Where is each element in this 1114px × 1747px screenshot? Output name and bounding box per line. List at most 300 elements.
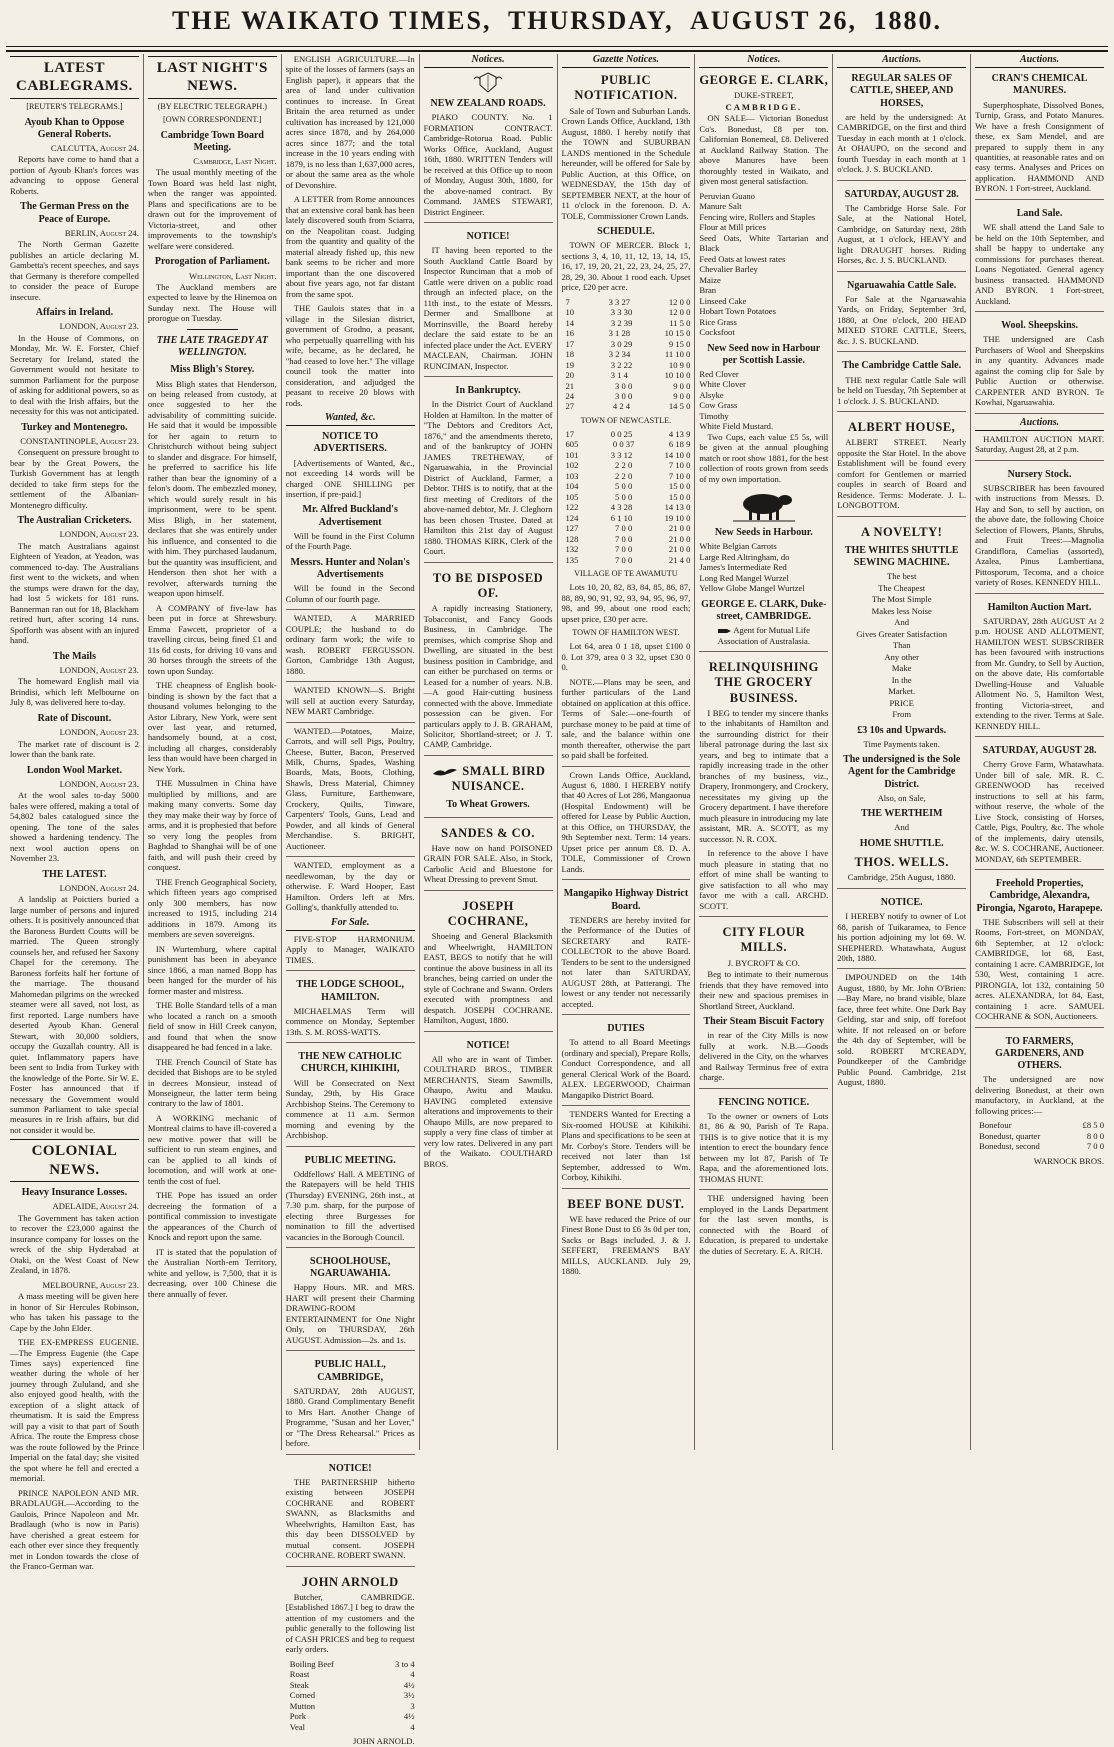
ad-text: WANTED KNOWN—S. Bright will sell at auction every Saturday, NEW MART Cambridge.	[285, 685, 415, 717]
article-head: London Wool Market.	[26, 764, 122, 776]
article-text: A COMPANY of five-law has been put in force at Shrewsbury. Emma Fawcett, proprietor of a travelling circus, being fined £1 and 11s 6d costs, for driving 10 vans and 30 horses through the streets of the town upon Sunday.	[147, 602, 277, 676]
list-item: Maize	[699, 274, 721, 285]
ad-text: Sale of Town and Suburban Lands. Crown Lands Office, Auckland, 13th August, 1880. I hereby notify that the TOWN and SUBURBAN LANDS mentioned in the Schedule hereunder, will be offered for Sale by Public Auction, at this Office, on WEDNESDAY, the 15th day of SEPTEMBER NEXT, at the hour of 11 o'clock in the forenoon. D. A. TOLE, Commissioner Crown Lands.	[561, 105, 691, 221]
list-item: Red Clover	[699, 368, 739, 379]
ad	[837, 271, 966, 347]
seed-list	[699, 369, 828, 432]
ad-head: NEW ZEALAND ROADS.	[430, 98, 546, 110]
article-head: Heavy Insurance Losses.	[21, 1187, 128, 1199]
ad	[562, 1188, 691, 1277]
ad	[286, 970, 415, 1037]
ad-text: Will be found in the Second Column of our fourth page.	[285, 583, 415, 604]
ad	[562, 1014, 691, 1100]
list-item: Bran	[699, 285, 717, 296]
article-text: At the wool sales to-day 5000 bales were offered, making a total of 54,802 bales catalogued since the opening. The tone of the sales showed a hardening tendency. The next wool auction opens on November 23.	[10, 790, 139, 864]
article-text: THE Pope has issued an order decreeing the formation of a pontifical commission to investigate the appearances of the Church of Knock and report upon the same.	[147, 1190, 277, 1243]
article	[10, 117, 139, 197]
colonial-list	[10, 1187, 139, 1572]
article	[10, 201, 139, 302]
article	[10, 1488, 139, 1572]
price-list	[979, 1120, 1104, 1151]
payment-terms: Time Payments taken.	[863, 738, 940, 749]
ad	[286, 856, 415, 912]
price-row: Boiling Beef 3 to 4	[289, 1658, 415, 1669]
table-row: 10 3 3 30 12 0 0	[565, 307, 691, 318]
ad	[837, 968, 966, 1087]
article-head: THE LATE TRAGEDY AT WELLINGTON.	[156, 334, 268, 359]
ad	[424, 890, 553, 1026]
ad	[286, 1454, 415, 1561]
ad-text: WE have reduced the Price of our Finest Bone Dust to £6 3s 0d per ton, Sacks or Bags included. J. & J. SEFFERT, FREEMAN'S BAY MILLS, AUCKLAND. July 29, 1880.	[561, 1213, 691, 1277]
table-row: 27 4 2 4 14 5 0	[565, 401, 691, 412]
ad	[424, 755, 553, 812]
table-row: 17 3 0 29 9 15 0	[565, 338, 691, 349]
article	[10, 307, 139, 417]
ad-head: PUBLIC NOTIFICATION.	[574, 73, 678, 103]
ad	[286, 1146, 415, 1243]
ad-text: In reference to the above I have much pleasure in stating that no effort of mine shall be wanting to give satisfaction to all who may favor me with a call. ARCHD. SCOTT.	[699, 848, 829, 911]
article-head: The Mails	[52, 650, 96, 662]
table-row: 102 2 2 0 7 10 0	[565, 460, 691, 471]
list-item: Cocksfoot	[699, 327, 735, 338]
ad	[286, 722, 415, 852]
article-head: Turkey and Montenegro.	[21, 421, 128, 433]
article-head: The Australian Cricketers.	[17, 515, 132, 527]
article-text: THE cheapness of English book-binding is shown by the fact that a thousand volumes belonging to the Astor Library, New York, were sent over last year, and returned, handsomely bound, at a cost, including all charges, considerably less than would have been charged in New York.	[147, 680, 277, 774]
ad-head: Wool. Sheepskins.	[1001, 319, 1079, 331]
price-row: Roast 4	[289, 1669, 415, 1680]
article-text: THE French Geographical Society, which fifteen years ago comprised only 300 members, has now increased to 1915, including 214 additions in 1879. Among its members are seven sovereigns.	[147, 876, 277, 940]
ad-subhead: J. BYCROFT & CO.	[727, 957, 800, 968]
product-name: HOME SHUTTLE.	[859, 837, 944, 849]
table-row: 128 7 0 0 21 0 0	[565, 533, 691, 544]
ad-text: To the owner or owners of Lots 81, 86 & 90, Parish of Te Rapa. THIS is to give notice that it is my intention to erect the boundary fence between my lot 87, Parish of Te Rapa, and the aforementioned lots. THOMAS HUNT.	[699, 1110, 829, 1184]
list-item: Flour at Mill prices	[699, 222, 766, 233]
list-item: Cow Grass	[699, 400, 738, 411]
ad-text: are held by the undersigned: At CAMBRIDGE, on the first and third Tuesday in each month at 1 o'clock. At OHAUPO, on the second and fourth Tuesday in each month at 1 o'clock. J. S. BUCKLAND.	[837, 111, 967, 175]
article-text: THE French Council of State has decided that Bishops are to be styled in decrees Monsieur, instead of Monseigneur, the latter term being contrary to the law of 1801.	[147, 1056, 277, 1109]
ad-text: THE undersigned are Cash Purchasers of Wool and Sheepskins in any quantity. Advances made against the coming clip for Sale by Public Auction or otherwise. CARPENTER AND BYRON. Te Kowhai, Ngaruawahia.	[975, 334, 1104, 408]
divider	[187, 329, 239, 330]
ad	[699, 651, 828, 911]
ad-text: WE shall attend the Land Sale to be held on the 10th September, and shall be happy to undertake any commissions for purchases thereat. Loans Negotiated. General agency business transacted. HAMMOND AND BYRON. 1 Fort-street, Auckland.	[975, 222, 1104, 306]
article-text: THE EX-EMPRESS EUGENIE.—The Empress Eugenie (the Cape Times says) experienced fine weather during the whole of her journey through Zululand, and she also enjoyed good health, with the exception of a slight attack of rheumatism. It is said the Empress will pay a visit to that part of South Africa. The route the Empress chose was the route followed by the Prince Imperial on the fatal day; she visited the spot where he fell and erected a memorial.	[10, 1337, 139, 1484]
list-item: Any other	[884, 651, 919, 662]
list-item: Market.	[888, 686, 916, 697]
table-row: 105 5 0 0 15 0 0	[565, 491, 691, 502]
column-2	[144, 54, 282, 1450]
article-dateline: ADELAIDE, August 24.	[52, 1201, 139, 1212]
ad-text: ALBERT STREET. Nearly opposite the Star Hotel. In the above Establishment will be found every comfort for Gentlemen or married couples in search of Board and Residence. Terms: Moderate. J. L. LONGBOTTOM.	[837, 437, 967, 511]
list-item: Yellow Globe Mangel Wurtzel	[699, 583, 805, 594]
article-dateline: LONDON, August 23.	[59, 529, 139, 540]
article-head: Cambridge Town Board Meeting.	[160, 129, 264, 153]
list-item: Linseed Cake	[699, 295, 747, 306]
article-head: Rate of Discount.	[37, 712, 112, 724]
ad	[286, 681, 415, 716]
price-row: Mutton 3	[289, 1700, 415, 1711]
ad-head: Land Sale.	[1016, 207, 1063, 219]
article-dateline: BERLIN, August 24.	[64, 227, 139, 238]
product-name: THE WERTHEIM	[860, 808, 943, 820]
ad-head: GEORGE E. CLARK,	[699, 73, 829, 88]
ad-signature: GEORGE E. CLARK, Duke-street, CAMBRIDGE.	[701, 598, 827, 623]
ad-text: ON SALE— Victorian Bonedust Co's. Bonedust, £8 per ton. Californian Bonemeal, £8. Delivered at Auckland Railway Station. The above Manures have been thoroughly tested in Waikato, and given most general satisfaction.	[699, 113, 829, 187]
article-dateline: CALCUTTA, August 24.	[50, 142, 139, 153]
ad-subhead: CAMBRIDGE.	[725, 101, 803, 112]
article	[10, 1280, 139, 1333]
ad	[286, 1566, 415, 1747]
ad-text: TOWN OF MERCER. Block 1, sections 3, 4, 10, 11, 12, 13, 14, 15, 16, 17, 19, 20, 21, 22, 23, 24, 25, 27, 28, 29, 30. About 1 rood each. Upset price, £20 per acre.	[561, 240, 691, 293]
article-text: THE Mussulmen in China have multiplied by millions, and are making many converts. Some day they may make their way by force of arms, and it is prophesied that before so very long the peoples from Baghdad to Shanghai will be of one faith, and will push their creed by conquest.	[147, 778, 277, 873]
ad-head	[424, 764, 553, 795]
ad-text: THE PARTNERSHIP hitherto existing between JOSEPH COCHRANE and ROBERT SWANN, as Blacksmiths and Wheelwrights, Hamilton East, has this day been DISSOLVED by mutual consent. JOSEPH COCHRANE. ROBERT SWANN.	[285, 1476, 415, 1561]
ad	[424, 562, 553, 750]
section-head-notices: Notices.	[699, 54, 828, 68]
section-head-auctions: Auctions.	[975, 54, 1104, 68]
ad-subhead: To Wheat Growers.	[446, 799, 530, 811]
ad-head: THE LODGE SCHOOL, HAMILTON.	[296, 979, 404, 1003]
article-head: Ayoub Khan to Oppose General Roberts.	[24, 116, 125, 140]
list-item: White Clover	[699, 379, 746, 390]
table-row: 20 3 1 4 10 10 0	[565, 370, 691, 381]
article	[10, 713, 139, 760]
article-head: Affairs in Ireland.	[35, 307, 114, 319]
list-item: Manure Salt	[699, 201, 742, 212]
ad-head: SCHOOLHOUSE, NGARUAWAHIA.	[310, 1256, 391, 1280]
ad	[699, 1189, 828, 1256]
ad-head: ALBERT HOUSE,	[848, 420, 956, 434]
ad-text: IMPOUNDED on the 14th August, 1880, by Mr. John O'Brien:—Bay Mare, no brand visible, blaze face, three feet white. One Dark Bay Gelding, star and snip, off forefoot white. If not released on or before the 4th day of September, will be sold. ROBERT M'CREADY, Poundkeeper of the Cambridge Public Pound. Cambridge, 21st August, 1880.	[837, 972, 967, 1088]
article-text: ENGLISH AGRICULTURE.—In spite of the losses of farmers (says an English paper), it appears that the area of land under cultivation continues to increase. In Great Britain the area returned as under cultivation has increased by 121,000 acres since 1878, and by 264,000 acres since 1877; and the total increase in the 10 years ending with 1879, is no less than 1,637,000 acres, or about the same area as the whole of Devonshire.	[285, 54, 415, 190]
ad-head: JOSEPH COCHRANE,	[447, 898, 529, 929]
column-4	[420, 54, 558, 1450]
ad-text: SATURDAY, 28th AUGUST, 1880. Grand Complimentary Benefit to Mrs Hart. Another Change of Programme, "Susan and her Lover," or "The Dress Rehearsal." Prices as before.	[285, 1385, 415, 1449]
article-head: Prorogation of Parliament.	[154, 256, 270, 268]
article-text: A WORKING mechanic of Montreal claims to have ill-covered a new motive power that will be sufficient to run steam engines, and can be applied to all kinds of locomotion, and will work at one-tenth the cost of fuel.	[147, 1112, 277, 1186]
list-item: In the	[891, 674, 912, 685]
ad-text: The Cambridge Horse Sale. For Sale, at the National Hotel, Cambridge, on Saturday next, 28th August, at 1 o'clock, HEAVY and light DRAUGHT horses. Riding Horses, &c. J. S. BUCKLAND.	[837, 202, 967, 266]
ad-head: THE NEW CATHOLIC CHURCH, KIHIKIHI,	[298, 1051, 402, 1075]
price-list	[290, 1659, 415, 1732]
ad-head: TO FARMERS, GARDENERS, AND OTHERS.	[995, 1035, 1085, 1072]
ad-text: For Sale at the Ngaruawahia Yards, on Friday, September 3rd, 1880, at One o'clock, 200 HEAD MIXED STORE CATTLE, Steers, &c. J. S. BUCKLAND.	[837, 293, 967, 346]
article-dateline: LONDON, August 24.	[59, 882, 139, 893]
table-row: 24 3 0 0 9 0 0	[565, 390, 691, 401]
ad-agent-line	[699, 625, 828, 646]
article	[148, 256, 277, 324]
ad-text: In the District Court of Auckland Holden at Hamilton. In the matter of "The Debtors and Creditors Act, 1876," and the amendments thereto, and of the bankruptcy of JOHN JAMES TRETHEWAY, of Ngaruawahia, in the Provincial District of Auckland, Farmer, a Debtor. THIS is to notify, that at the first meeting of Creditors of the above-named debtor, Mr. J. Cleghorn has been chosen Trustee. Dated at Hamilton this 21st day of August 1880. THOMAS KIRK, Clerk of the Court.	[423, 399, 553, 557]
coat-of-arms-icon	[470, 71, 506, 93]
list-item: James's Intermediate Red	[699, 562, 787, 573]
article	[10, 1187, 139, 1276]
correspondent-credit: [OWN CORRESPONDENT.]	[163, 114, 262, 124]
price-from: From	[892, 709, 911, 720]
list-item: Feed Oats at lowest rates	[699, 253, 786, 264]
ad-text: I BEG to tender my sincere thanks to the inhabitants of Hamilton and the surrounding district for their liberal patronage during the last six years, and beg to intimate that a rapidly increasing trade in the other branches of my business, viz., Drapery, Ironmongery, and Crockery, necessitates my giving up the Grocery department. I have therefore much pleasure in introducing my late assistant, MR. A. SCOTT, as my successor. N. R. COX.	[699, 707, 829, 844]
ad-head: Mr. Alfred Buckland's Advertisement	[302, 504, 398, 528]
ad-head: NOTICE!	[328, 1462, 372, 1474]
paper-date: AUGUST 26,	[690, 6, 857, 35]
ad	[424, 222, 553, 371]
ad-text: TENDERS are hereby invited for the Performance of the Duties of SECRETARY and RATE-COLLECTOR to the above Board. Tenders to be sent to the undersigned not later than SATURDAY, AUGUST 28th, at Patterangi. The lowest or any tender not necessarily accepted.	[561, 914, 691, 1009]
paper-name: THE WAIKATO TIMES,	[172, 6, 492, 35]
price-row: Veal 4	[289, 1721, 415, 1732]
list-item: Large Red Altringham, do	[699, 551, 790, 562]
ad-text: Superphosphate, Dissolved Bones, Turnip, Grass, and Potato Manures. We have a fresh Consignment of these, ex Sam Mendel, and are prepared to supply them in any quantities, at reasonable rates and on easy terms. Analyses and Prices on application. HAMMOND AND BYRON. 1 Fort-street, Auckland.	[975, 99, 1104, 194]
article-text: PRINCE NAPOLEON AND MR. BRADLAUGH.—According to the Gaulois, Prince Napoleon and Mr. Bradlaugh (who is now in Paris) have cherished a great esteem for each other ever since they frequently met in London towards the close of the Franco-German war.	[10, 1487, 139, 1572]
column-3	[282, 54, 420, 1747]
ad-text: WANTED.—Potatoes, Maize, Carrots, and will sell Pigs, Poultry, Cheese, Butter, Bacon, Preserved Milk, Churns, Spades, Washing Boards, Mats, Boots, Clothing, Shawls, Dress Material, Chimney Glass, Furniture, Earthenware, Crockery, Quilts, Tinware, Carpenters' Tools, Guns, Lead and Powder, and all kinds of General Merchandise. S. BRIGHT, Auctioneer.	[285, 725, 415, 851]
ad-text: Oddfellows' Hall. A MEETING of the Ratepayers will be held THIS (Thursday) EVENING, 26th inst., at 7.30 p.m. sharp, for the purpose of electing three Burgesses for nomination to fill the advertised vacancies in the Borough Council.	[285, 1168, 415, 1242]
ad	[286, 1247, 415, 1345]
ad-head: Mangapiko Highway District Board.	[563, 888, 689, 912]
table-title: TOWN OF NEWCASTLE.	[580, 415, 672, 425]
section-head-auctions: Auctions.	[837, 54, 966, 68]
ad	[562, 1105, 691, 1182]
ad-text: The undersigned are now delivering Bonedust, at their own manufactory, in Auckland, at the following prices:—	[975, 1074, 1104, 1116]
ad-text: WANTED, employment as a needlewoman, by the day or otherwise. F. Ward Hooper, East Hamilton. Orders left at Mrs. Golling's, thankfully attended to.	[285, 860, 415, 913]
list-item: And	[894, 617, 910, 628]
masthead-title	[6, 6, 1108, 36]
bird-icon	[431, 765, 459, 779]
ad	[975, 736, 1104, 864]
ad-head: NOTICE!	[466, 231, 510, 243]
ad-text: A rapidly increasing Stationery, Tobacconist, and Fancy Goods Business, in Cambridge. The premises, which comprise Shop and Dwelling, are situated in the best business position in Cambridge, and can either be purchased on terms or Leased for a number of years. N.B.—A good Hair-cutting business connected with the above. Immediate possession can be given. For particulars apply to J. B. GRAHAM, Solicitor, Shortland-street; or J. T. CAMP, Cambridge.	[423, 603, 553, 750]
article-head: THE LATEST.	[42, 868, 107, 880]
ad	[837, 180, 966, 266]
paper-year: 1880.	[873, 6, 942, 35]
ad-head: In Bankruptcy.	[455, 385, 521, 397]
pointing-hand-icon	[718, 627, 732, 635]
article-text: The match Australians against Eighteen of Yeadon, at Yeadon, was commenced to-day. The Australians first went to the wickets, and when the stumps were drawn for the day, had lost 5 wickets for 181 runs. Bannerman ran out for 18, Blackham retired hurt, after scoring 14 runs. Spofforth was absent with an injured hand.	[10, 540, 139, 646]
ad-text: Cherry Grove Farm, Whatawhata. Under bill of sale. MR. R. C. GREENWOOD has received instructions to sell at his farm, without reserve, the whole of the Live Stock, consisting of Horses, Cattle, Pigs, Poultry, &c. The whole of the implements, dairy utensils, &c. W. S. COCHRANE, Auctioneer. MONDAY, 6th SEPTEMBER.	[975, 759, 1104, 864]
product-list	[699, 191, 828, 338]
ad-head: Hamilton Auction Mart.	[987, 601, 1092, 613]
ad-head: JOHN ARNOLD	[301, 1574, 399, 1589]
column-8	[971, 54, 1108, 1450]
ad-signature: WARNOCK BROS.	[1033, 1155, 1104, 1166]
column-1	[6, 54, 144, 1572]
ad-text: SUBSCRIBER has been favoured with instructions from Messrs. D. Hay and Son, to sell by auction, on the above date, the following Choice Selection of Flowers, Plants, Shrubs, and Fruit Trees:—Magnolia Grandiflora, Camelias (assorted), Azalea, Pinus Lambertiana, Pittosporum, Tecoma, and a choice variety of Roses. KENNEDY HILL.	[975, 482, 1104, 588]
article-text: Miss Bligh states that Henderson, on being released from custody, at once suggested to her the advisability of committing suicide. He said that it would be impossible for her again to return to Christchurch without being subject to slander and disgrace. For himself, he preferred to sacrifice his life rather than bear the ignominy of a felon's doom. The embezzled money, which would surely result in his imprisonment, were to be spent. Miss Bligh, in her statement, declares that she was entirely under his influence, and consented to die with him. They purchased laudanum, but the quantity was insufficient, and Henderson then shot her with a revolver, afterwards turning the weapon upon himself.	[147, 378, 277, 599]
list-item: Make	[891, 663, 912, 674]
table-row: 127 7 0 0 21 0 0	[565, 523, 691, 534]
article	[10, 651, 139, 708]
ad-head: New Seed now in Harbour per Scottish Lassie.	[707, 342, 821, 366]
section-head-notices: Notices.	[424, 54, 553, 68]
table-row: 104 5 0 0 15 0 0	[565, 481, 691, 492]
article-text: IT is stated that the population of the Australian North-em Territory, white and yellow, is 7,500, that it is decreasing, over 100 Chinese die there annually of fever.	[147, 1246, 277, 1299]
ad-head: NOTICE!	[466, 1039, 510, 1051]
article-dateline: LONDON, August 23.	[59, 321, 139, 332]
article-dateline: LONDON, August 23.	[59, 664, 139, 675]
article-text: A LETTER from Rome announces that an extensive coral bank has been lately discovered south from Sciarra, on the Neapolitan coast. Judging from the quantity and quality of the material already fished up, this new bank seems to be richer and more important than the one discovered about five years ago, not far distant from the same spot.	[285, 194, 415, 299]
table-row: 19 3 2 22 10 9 0	[565, 359, 691, 370]
cablegram-list	[10, 117, 139, 1136]
ad-text: All who are in want of Timber. COULTHARD BROS., TIMBER MERCHANTS, Steam Sawmills, Ohaupo, Awitu and Mauku. HAVING completed extensive alterations and improvements to their Ohaupo Mills, are now prepared to supply a very fine class of timber at very low rates. Delivered in any part of the Waikato. COULTHARD BROS.	[423, 1053, 553, 1169]
ad-text: Shoeing and General Blacksmith and Wheelwright, HAMILTON EAST, BEGS to notify that he will continue the above business in all its branches, being carried on under the style of Cochrane and Swann. Orders executed with promptness and despatch. JOSEPH COCHRANE. Hamilton, August, 1880.	[423, 931, 553, 1026]
table-row: 135 7 0 0 21 4 0	[565, 554, 691, 565]
ad-text: Two Cups, each value £5 5s, will be given at the annual ploughing match or root show 1881, for the best collection of roots grown from seeds of my own importation.	[699, 431, 829, 484]
ad-text: Will be Consecrated on Next Sunday, 29th, by His Grace Archbishop Steins. The Ceremony to commence at 11 a.m. Sermon morning and evening by the Archbishop.	[285, 1077, 415, 1141]
ad-head: Their Steam Biscuit Factory	[703, 1016, 825, 1028]
agent-text: Agent for Mutual Life Association of Australasia.	[717, 625, 810, 646]
article-dateline: LONDON, August 23.	[59, 778, 139, 789]
list-item: Hobart Town Potatoes	[699, 306, 776, 317]
ad	[286, 1350, 415, 1448]
list-item: Chevalier Barley	[699, 264, 758, 275]
ad-head: NOTICE.	[880, 896, 923, 908]
column-7	[833, 54, 971, 1450]
table-row: 18 3 2 34 11 10 0	[565, 349, 691, 360]
article-text: The market rate of discount is 2 lower than the bank rate.	[10, 738, 139, 760]
price-value: £3 10s and Upwards.	[857, 724, 947, 736]
column-6	[695, 54, 833, 1450]
list-item: White Field Mustard.	[699, 421, 774, 432]
article	[10, 869, 139, 1136]
ad	[975, 1027, 1104, 1166]
lot-table	[566, 429, 691, 565]
article-text: Consequent on pressure brought to bear by the Great Powers, the Turkish Government has at length decided to take firm steps for the settlement of the Albanian-Montenegro difficulty.	[10, 447, 139, 510]
ad-text: Butcher, CAMBRIDGE. [Established 1867.] I beg to draw the attention of my customers and the public generally to the following list of CASH PRICES and beg to request early orders.	[285, 1591, 415, 1655]
ad-text: THE next regular Cattle Sale will be held on Tuesday, 7th September at 1 o'clock. J. S. BUCKLAND.	[837, 374, 967, 406]
ad-text: THE Subscribers will sell at their Rooms, Fort-street, on MONDAY, 6th September, at 12 o'clock: CAMBRIDGE, lot 68, East, containing 1 acre. CAMBRIDGE, lot 530, West, containing 1 acre. PIRONGIA, lot 132, containing 50 acres. ALEXANDRA, lot 84, East, containing 1 acre. SAMUEL COCHRANE & SON, Auctioneers.	[975, 916, 1104, 1022]
ad-text: [Advertisements of Wanted, &c., not exceeding 14 words will be charged ONE SHILLING per insertion, if pre-paid.]	[285, 457, 415, 499]
ad	[562, 879, 691, 1009]
paper-day: THURSDAY,	[507, 6, 674, 35]
article-text: THE Gaulois states that in a village in the Silesian district, government of Grodno, a peasant, who perpetually quarrelling with his wife, became, as he declared, he "had ceased to love her." The village council took the matter into consideration, and adjudged the peasant to receive 20 blows with rods.	[285, 303, 415, 408]
masthead	[6, 4, 1108, 52]
ad	[562, 766, 691, 875]
cablegrams-title: LATEST CABLEGRAMS.	[10, 56, 139, 99]
ad-head: SATURDAY, AUGUST 28.	[982, 745, 1097, 757]
ad-text: SATURDAY, 28th AUGUST At 2 p.m. HOUSE AND ALLOTMENT, HAMILTON WEST. SUBSCRIBER has been favoured with instructions from Mr. Gundry, to Sell by Auction, on the above date, His comfortable Dwelling-House and Valuable Allotment No. 5, Hamilton West, fronting Victoria-street, and extending to the river. Terms at Sale. KENNEDY HILL.	[975, 615, 1104, 731]
ad-text: FIVE-STOP HARMONIUM. Apply to Manager, WAIKATO TIMES.	[285, 933, 415, 965]
feature-list	[837, 571, 966, 696]
sheep-icon	[729, 488, 799, 522]
ad-head: NOTICE TO ADVERTISERS.	[313, 431, 387, 455]
article	[10, 1337, 139, 1484]
article-dateline: Wellington, Last Night.	[189, 270, 277, 281]
list-item: Fencing wire, Rollers and Staples	[699, 211, 816, 222]
article-text: The usual monthly meeting of the Town Board was held last night, when the ranger was appointed. Plans and specifications are to be drawn out for the improvement of Victoria-street, and other improvements to the township's welfare were considered.	[147, 167, 277, 251]
column-5	[558, 54, 696, 1450]
ad-signature: JOHN ARNOLD.	[353, 1736, 415, 1747]
ad-head: VILLAGE OF TE AWAMUTU	[574, 569, 678, 579]
ad	[975, 413, 1104, 455]
ad	[975, 593, 1104, 732]
price-row: Bonefour £8 5 0	[979, 1120, 1104, 1131]
price-row: Steak 4½	[289, 1679, 415, 1690]
lot-table	[566, 297, 691, 412]
ad-head: A NOVELTY!	[861, 524, 943, 539]
ad-head: CRAN'S CHEMICAL MANURES.	[991, 73, 1088, 97]
ad-subhead: THE WHITES SHUTTLE SEWING MACHINE.	[844, 544, 959, 569]
ad-text: WANTED, A MARRIED COUPLE; the husband to do ordinary farm work; the wife to wash. ROBERT FERGUSSON. Gorton, Cambridge 13th August, 1880.	[285, 613, 415, 676]
seed-list	[699, 541, 828, 593]
ad	[837, 516, 966, 883]
colonial-title: COLONIAL NEWS.	[10, 1139, 139, 1182]
article-head: The German Press on the Peace of Europe.	[20, 201, 129, 225]
price-row: Corned 3½	[289, 1690, 415, 1701]
ad	[975, 869, 1104, 1021]
list-item: Makes less Noise	[871, 605, 932, 616]
ad-text: Will be found in the First Column of the Fourth Page.	[285, 530, 415, 552]
last-nights-news-title: LAST NIGHT'S NEWS.	[148, 56, 277, 99]
ad	[286, 1042, 415, 1140]
list-item: Rice Grass	[699, 316, 737, 327]
article-dateline: CONSTANTINOPLE, August 23.	[20, 435, 139, 446]
ad-head: BEEF BONE DUST.	[567, 1196, 685, 1211]
ad	[975, 311, 1104, 408]
ad-head: New Seeds in Harbour.	[714, 527, 813, 539]
ad	[837, 411, 966, 511]
ad	[975, 460, 1104, 588]
table-row: 103 2 2 0 7 10 0	[565, 470, 691, 481]
table-row: 101 3 3 12 14 10 0	[565, 449, 691, 460]
ad-text: Have now on hand POISONED GRAIN FOR SALE. Also, in Stock, Carbolic Acid and Bluestone for Wheat Dressing to prevent Smut.	[423, 842, 553, 885]
article-dateline: MELBOURNE, August 23.	[42, 1279, 139, 1290]
ad-head: PUBLIC MEETING.	[304, 1154, 396, 1166]
table-row: 14 3 2 39 11 5 0	[565, 317, 691, 328]
list-item: White Belgian Carrots	[699, 541, 777, 552]
ad-text: Happy Hours. MR. and MRS. HART will present their Charming DRAWING-ROOM ENTERTAINMENT for One Night Only, on THURSDAY, 26th AUGUST. Admission—2s. and 1s.	[285, 1282, 415, 1345]
section-head-wanted: Wanted, &c.	[286, 412, 415, 426]
ad-text: HAMILTON AUCTION MART. Saturday, August 28, at 2 p.m.	[975, 433, 1104, 455]
article-dateline: LONDON, August 23.	[59, 727, 139, 738]
ad	[424, 376, 553, 556]
ad-head: SCHEDULE.	[597, 226, 655, 238]
section-head-gazette: Gazette Notices.	[562, 54, 691, 68]
ad	[424, 817, 553, 885]
price-row: Bonedust, second 7 0 0	[979, 1141, 1104, 1152]
ad	[424, 1031, 553, 1170]
ad-text: Lot 64, area 0 1 18, upset £100 0 0. Lot 379, area 0 3 32, upset £30 0 0.	[561, 641, 691, 673]
sole-agent-line: The undersigned is the Sole Agent for the Cambridge District.	[843, 754, 961, 790]
article-text: A landslip at Poictiers buried a large number of persons and injured others. It is positively announced that the Baroness Burdett Coutts will be married. The Queen strongly counsels her, and refused her Saxony Chapel for the ceremony. The Baroness forfeits half her fortune of the marriage. The thousand Mahomedan pilgrims on the wrecked steamer were all saved, not lost, as first reported. Large numbers have deserted Ayoub Khan. General Stewart, with 30,000 soldiers, occupy the Guzallah country. All is quiet. Inflammatory papers have been sent to India from Turkey with the knowledge of the Porte. Sir W. E. Foster has announced that if necessary the Government would summon Parliament to take special measures in re Irish affairs, but did not consider it would be.	[10, 894, 139, 1135]
article-head: Miss Bligh's Storey.	[170, 364, 255, 376]
ad-text: MICHAELMAS Term will commence on Monday, September 13th. S. M. ROSS-WATTS.	[285, 1005, 415, 1037]
ad-text: IT having been reported to the South Auckland Cattle Board by Inspector Runciman that a mob of Cattle were driven on a public road through an infected place, on the 11th inst., to the estate of Messrs. Dermer and Smallbone at Morrinsville, the Board hereby declare the said estate to be an infected place under the Act. EVERY MACLEAN, Chairman. JOHN RUNCIMAN, Inspector.	[423, 245, 553, 371]
list-item: Gives Greater Satisfaction	[856, 628, 948, 639]
list-item: Peruvian Guano	[699, 190, 755, 201]
and-line: And	[894, 822, 910, 833]
list-item: The best	[887, 571, 917, 582]
columns	[6, 54, 1108, 1747]
ad-signature: THOS. WELLS.	[854, 855, 949, 870]
ad-text: Beg to intimate to their numerous friends that they have removed into their new and spacious premises in Shortland Street, Auckland.	[699, 969, 829, 1011]
section-head-for-sale: For Sale.	[286, 917, 415, 931]
ad-text: TENDERS Wanted for Erecting a Six-roomed HOUSE at Kihikihi. Plans and specifications to be seen at Mr. Corboy's Store. Tenders will be received not later than 1st September, addressed to Wm. Corboy, Kihikihi.	[561, 1109, 691, 1183]
list-item: Seed Oats, White Tartarian and Black	[699, 232, 829, 254]
article	[10, 422, 139, 511]
ad-text: NOTE.—Plans may be seen, and further particulars of the Land obtained on application at this office. Terms of Sale:—one-fourth of purchase money to be paid at time of sale, and the balance within one month thereafter, otherwise the part so paid shall be forfeited.	[561, 676, 691, 761]
article	[10, 515, 139, 646]
telegraph-credit: (BY ELECTRIC TELEGRAPH.)	[157, 101, 267, 111]
table-row: 122 4 3 28 14 13 0	[565, 502, 691, 513]
ad-text: THE undersigned having been employed in the Lands Department for the last seven months, is connected with the Board of Education, is prepared to undertake the duties of Secretary. E. A. RICH.	[699, 1193, 829, 1256]
ad-head: Freehold Properties, Cambridge, Alexandra, Pirongia, Ngaroto, Harapepe.	[976, 878, 1103, 914]
ad-head: RELINQUISHING THE GROCERY BUSINESS.	[708, 660, 819, 705]
ad-text: Crown Lands Office, Auckland, August 6, 1880. I HEREBY notify that 40 Acres of Lot 286, Mangaonua (Hospital Endowment) will be offered for Lease by Public Auction, at this Office, on THURSDAY, the 9th September next. Term: 14 years. Upset price per annum £8. D. A. TOLE, Commissioner of Crown Lands.	[561, 769, 691, 874]
table-row: 16 3 1 28 10 15 0	[565, 328, 691, 339]
article-text: The Auckland members are expected to leave by the Hinemoa on Sunday next. The House will prorogue on Tuesday.	[147, 282, 277, 324]
list-item: Long Red Mangel Wurzel	[699, 572, 789, 583]
ad-text: I HEREBY notify to owner of Lot 68, parish of Tuikaramea, to Fence his portion adjoining my lot 69. W. SHEPHERD. Whatawhata, August 20th, 1880.	[837, 911, 967, 963]
ad-head: CITY FLOUR MILLS.	[722, 925, 806, 955]
price-label: PRICE	[889, 697, 914, 708]
